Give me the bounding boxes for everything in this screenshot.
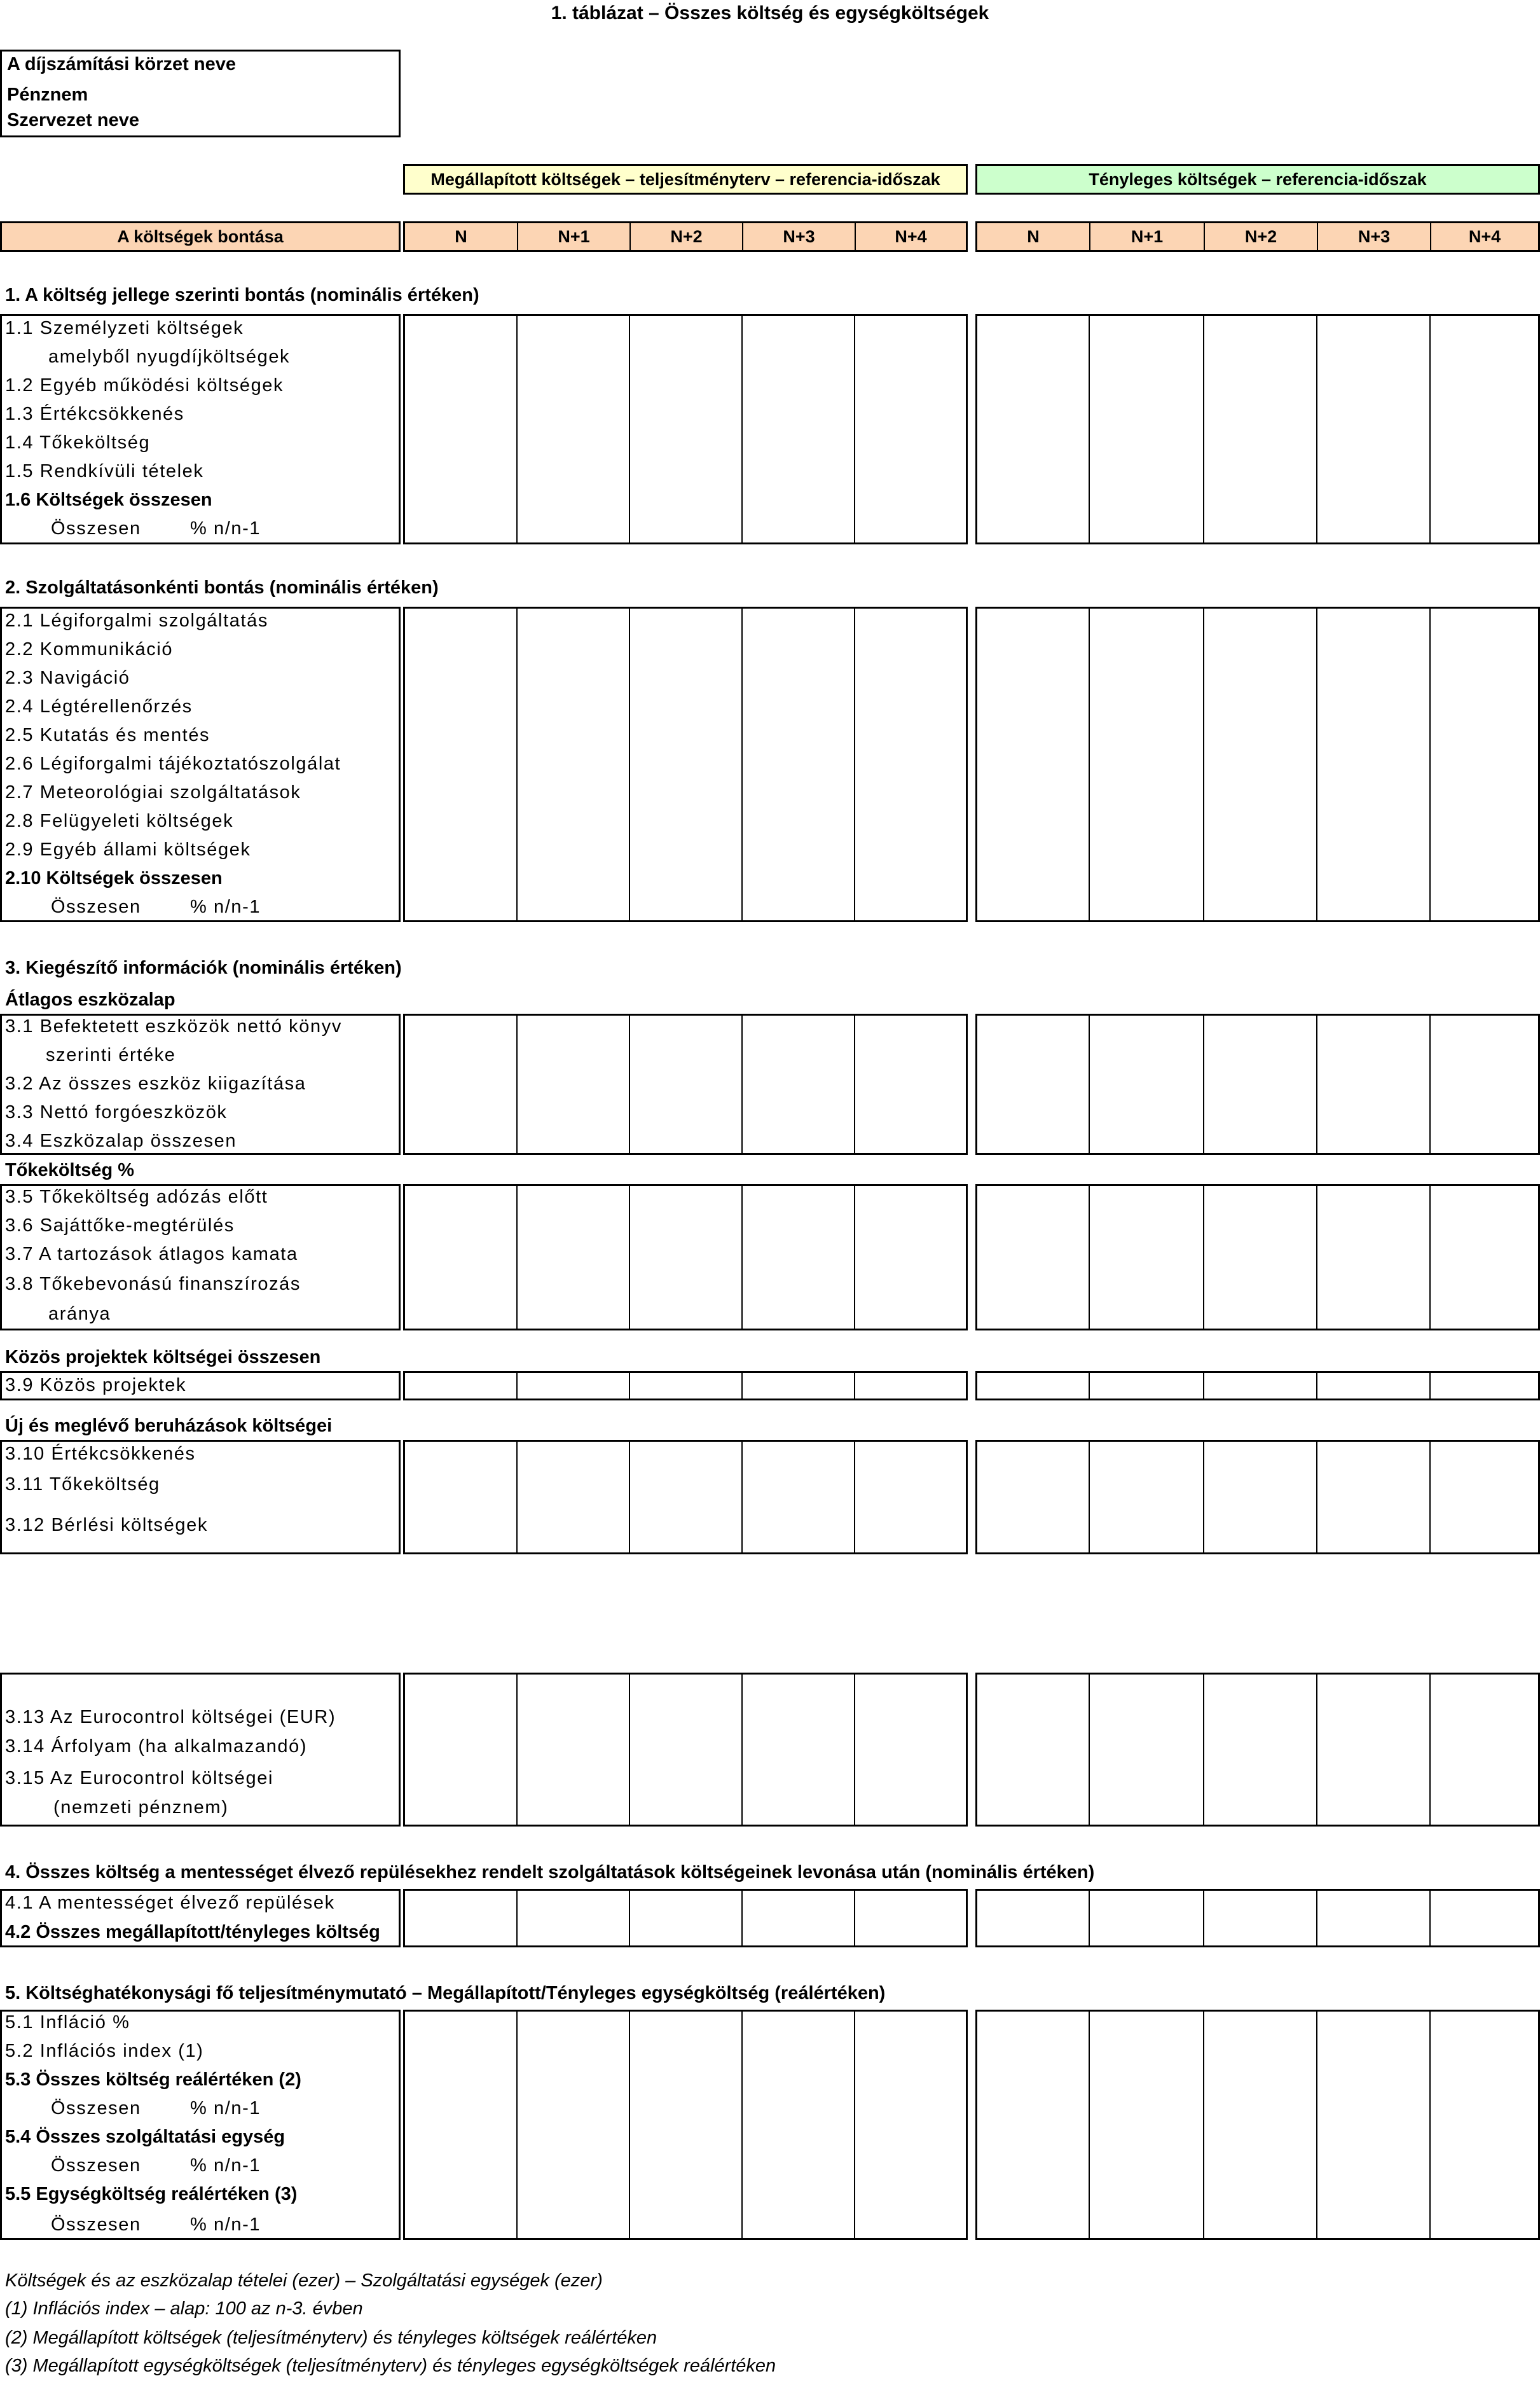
actual-grid [975, 1889, 1540, 1947]
column-divider [854, 1675, 855, 1825]
column-divider [516, 1186, 518, 1329]
year-cell: N+4 [1468, 226, 1501, 246]
row-label: 2.5 Kutatás és mentés [5, 725, 210, 745]
column-divider [741, 316, 743, 542]
column-divider [1316, 1891, 1317, 1945]
row-label: amelyből nyugdíjköltségek [48, 347, 291, 367]
section-1-title: 1. A költség jellege szerinti bontás (nominális értéken) [5, 285, 479, 305]
row-label: 2.4 Légtérellenőrzés [5, 696, 193, 717]
row-label: 3.15 Az Eurocontrol költségei [5, 1768, 274, 1788]
row-label: 1.1 Személyzeti költségek [5, 318, 244, 338]
footnote-2: (2) Megállapított költségek (teljesítményterv) és tényleges költségek reálértéken [5, 2328, 657, 2348]
column-divider [629, 1675, 630, 1825]
column-divider [1089, 1016, 1090, 1153]
row-label: 4.1 A mentességet élvező repülések [5, 1893, 335, 1913]
column-divider [1316, 1442, 1317, 1552]
column-divider [1203, 1373, 1204, 1399]
row-label: 3.10 Értékcsökkenés [5, 1444, 196, 1464]
actual-grid [975, 2010, 1540, 2240]
planned-period-header: Megállapított költségek – teljesítményterv – referencia-időszak [403, 164, 968, 195]
footnote-units: Költségek és az eszközalap tételei (ezer) – Szolgáltatási egységek (ezer) [5, 2270, 603, 2291]
year-cell: N [977, 223, 1090, 250]
column-divider [741, 1675, 743, 1825]
actual-grid [975, 1014, 1540, 1155]
breakdown-header: A költségek bontása [0, 221, 401, 252]
row-label: 3.7 A tartozások átlagos kamata [5, 1244, 298, 1264]
footnote-3: (3) Megállapított egységköltségek (teljesítményterv) és tényleges egységköltségek reálértéken [5, 2356, 776, 2376]
column-divider [1429, 1186, 1431, 1329]
row-label: 5.3 Összes költség reálértéken (2) [5, 2069, 301, 2090]
row-label: 1.6 Költségek összesen [5, 490, 212, 510]
column-divider [629, 2012, 630, 2238]
column-divider [854, 609, 855, 920]
year-cell: N+4 [895, 226, 927, 246]
row-label: 5.4 Összes szolgáltatási egység [5, 2127, 285, 2147]
column-divider [741, 609, 743, 920]
planned-grid [403, 1889, 968, 1947]
column-divider [854, 1186, 855, 1329]
column-divider [1429, 609, 1431, 920]
row-label: 3.2 Az összes eszköz kiigazítása [5, 1074, 306, 1094]
column-divider [1203, 316, 1204, 542]
column-divider [516, 1442, 518, 1552]
row-label: 4.2 Összes megállapított/tényleges költség [5, 1922, 380, 1942]
actual-years-header [975, 221, 1540, 252]
column-divider [1089, 1186, 1090, 1329]
column-divider [516, 316, 518, 542]
year-cell: N [405, 223, 518, 250]
column-divider [1089, 316, 1090, 542]
column-divider [854, 1891, 855, 1945]
column-divider [741, 1186, 743, 1329]
section-3-title: 3. Kiegészítő információk (nominális értéken) [5, 958, 402, 978]
row-label: 1.5 Rendkívüli tételek [5, 461, 204, 481]
actual-grid [975, 1184, 1540, 1330]
actual-grid [975, 1440, 1540, 1554]
subsection-cost-of-capital: Tőkeköltség % [5, 1160, 135, 1180]
table-title: 1. táblázat – Összes költség és egységköltségek [551, 3, 989, 24]
column-divider [854, 316, 855, 542]
column-divider [1429, 1016, 1431, 1153]
column-divider [629, 1373, 630, 1399]
row-label: 3.14 Árfolyam (ha alkalmazandó) [5, 1736, 308, 1757]
row-label: 3.1 Befektetett eszközök nettó könyv [5, 1016, 342, 1037]
column-divider [854, 1442, 855, 1552]
year-cell: N+1 [1090, 223, 1205, 250]
row-label: 3.3 Nettó forgóeszközök [5, 1102, 228, 1122]
row-label: 3.9 Közös projektek [5, 1375, 187, 1395]
row-label: 3.4 Eszközalap összesen [5, 1131, 237, 1151]
column-divider [1316, 609, 1317, 920]
row-label: 2.1 Légiforgalmi szolgáltatás [5, 611, 268, 631]
column-divider [1429, 1675, 1431, 1825]
column-divider [629, 1016, 630, 1153]
column-divider [1316, 316, 1317, 542]
column-divider [1203, 1016, 1204, 1153]
column-divider [516, 1891, 518, 1945]
row-label: 2.9 Egyéb állami költségek [5, 839, 251, 860]
column-divider [629, 1186, 630, 1329]
row-label: Összesen % n/n-1 [51, 897, 261, 917]
column-divider [1203, 609, 1204, 920]
row-label: 5.1 Infláció % [5, 2012, 130, 2033]
row-label: 1.4 Tőkeköltség [5, 432, 151, 453]
column-divider [629, 1442, 630, 1552]
row-label: 2.2 Kommunikáció [5, 639, 174, 660]
row-label: 5.5 Egységköltség reálértéken (3) [5, 2184, 298, 2204]
row-label: 3.13 Az Eurocontrol költségei (EUR) [5, 1707, 336, 1727]
column-divider [1203, 2012, 1204, 2238]
row-label: Összesen % n/n-1 [51, 2155, 261, 2176]
column-divider [629, 316, 630, 542]
actual-grid [975, 607, 1540, 922]
planned-grid [403, 1673, 968, 1827]
row-label: 3.12 Bérlési költségek [5, 1515, 208, 1535]
row-label: (nemzeti pénznem) [53, 1797, 229, 1818]
column-divider [629, 1891, 630, 1945]
planned-grid [403, 1440, 968, 1554]
actual-grid [975, 1371, 1540, 1400]
planned-grid [403, 314, 968, 544]
column-divider [1429, 1442, 1431, 1552]
row-label: Összesen % n/n-1 [51, 2098, 261, 2118]
column-divider [1089, 609, 1090, 920]
column-divider [1429, 316, 1431, 542]
row-label: 2.10 Költségek összesen [5, 868, 223, 888]
organisation-name-label: Szervezet neve [7, 110, 139, 130]
column-divider [854, 1016, 855, 1153]
row-label: aránya [48, 1304, 111, 1324]
row-label: 2.8 Felügyeleti költségek [5, 811, 234, 831]
column-divider [516, 609, 518, 920]
row-label: 3.8 Tőkebevonású finanszírozás [5, 1274, 301, 1294]
column-divider [741, 1891, 743, 1945]
year-cell: N+1 [518, 223, 631, 250]
column-divider [1089, 1891, 1090, 1945]
column-divider [1203, 1675, 1204, 1825]
row-label: 3.11 Tőkeköltség [5, 1474, 160, 1495]
column-divider [1089, 1442, 1090, 1552]
info-box [0, 50, 401, 137]
row-label: 1.3 Értékcsökkenés [5, 404, 184, 424]
row-label: 2.7 Meteorológiai szolgáltatások [5, 782, 301, 803]
column-divider [854, 1373, 855, 1399]
column-divider [1316, 2012, 1317, 2238]
column-divider [629, 609, 630, 920]
column-divider [741, 1016, 743, 1153]
column-divider [1089, 1675, 1090, 1825]
row-label: 5.2 Inflációs index (1) [5, 2041, 204, 2061]
column-divider [741, 1442, 743, 1552]
column-divider [516, 1373, 518, 1399]
planned-grid [403, 607, 968, 922]
section-4-title: 4. Összes költség a mentességet élvező repülésekhez rendelt szolgáltatások költségeinek levonása után (nominális értéken) [5, 1862, 1095, 1882]
row-label: 3.5 Tőkeköltség adózás előtt [5, 1187, 268, 1207]
column-divider [1203, 1442, 1204, 1552]
year-cell: N+2 [1205, 223, 1318, 250]
row-label: Összesen % n/n-1 [51, 518, 261, 539]
section-5-title: 5. Költséghatékonysági fő teljesítménymutató – Megállapított/Tényleges egységköltség (reálértéken) [5, 1983, 886, 2003]
subsection-asset-base: Átlagos eszközalap [5, 990, 175, 1010]
column-divider [516, 1016, 518, 1153]
subsection-common-projects: Közös projektek költségei összesen [5, 1347, 321, 1367]
column-divider [516, 2012, 518, 2238]
year-cell: N+2 [631, 223, 743, 250]
row-label: 3.6 Sajáttőke-megtérülés [5, 1215, 235, 1236]
column-divider [1316, 1675, 1317, 1825]
year-cell: N+3 [743, 223, 856, 250]
row-label: 1.2 Egyéb működési költségek [5, 375, 284, 396]
row-label: 2.6 Légiforgalmi tájékoztatószolgálat [5, 754, 341, 774]
column-divider [741, 1373, 743, 1399]
section-2-title: 2. Szolgáltatásonkénti bontás (nominális értéken) [5, 577, 439, 598]
column-divider [854, 2012, 855, 2238]
planned-grid [403, 2010, 968, 2240]
row-label: szerinti értéke [46, 1045, 176, 1065]
column-divider [741, 2012, 743, 2238]
column-divider [1089, 1373, 1090, 1399]
column-divider [1429, 1891, 1431, 1945]
planned-years-header [403, 221, 968, 252]
planned-grid [403, 1371, 968, 1400]
footnote-1: (1) Inflációs index – alap: 100 az n-3. évben [5, 2298, 363, 2319]
column-divider [1316, 1186, 1317, 1329]
actual-grid [975, 1673, 1540, 1827]
column-divider [1316, 1016, 1317, 1153]
column-divider [1203, 1891, 1204, 1945]
column-divider [1089, 2012, 1090, 2238]
region-name-label: A díjszámítási körzet neve [7, 54, 236, 74]
planned-grid [403, 1014, 968, 1155]
column-divider [516, 1675, 518, 1825]
year-cell: N+3 [1318, 223, 1431, 250]
currency-label: Pénznem [7, 85, 88, 105]
actual-period-header: Tényleges költségek – referencia-időszak [975, 164, 1540, 195]
column-divider [1429, 2012, 1431, 2238]
subsection-investments: Új és meglévő beruházások költségei [5, 1416, 333, 1436]
column-divider [1316, 1373, 1317, 1399]
column-divider [1203, 1186, 1204, 1329]
actual-grid [975, 314, 1540, 544]
row-label: 2.3 Navigáció [5, 668, 130, 688]
planned-grid [403, 1184, 968, 1330]
row-label: Összesen % n/n-1 [51, 2214, 261, 2235]
column-divider [1429, 1373, 1431, 1399]
